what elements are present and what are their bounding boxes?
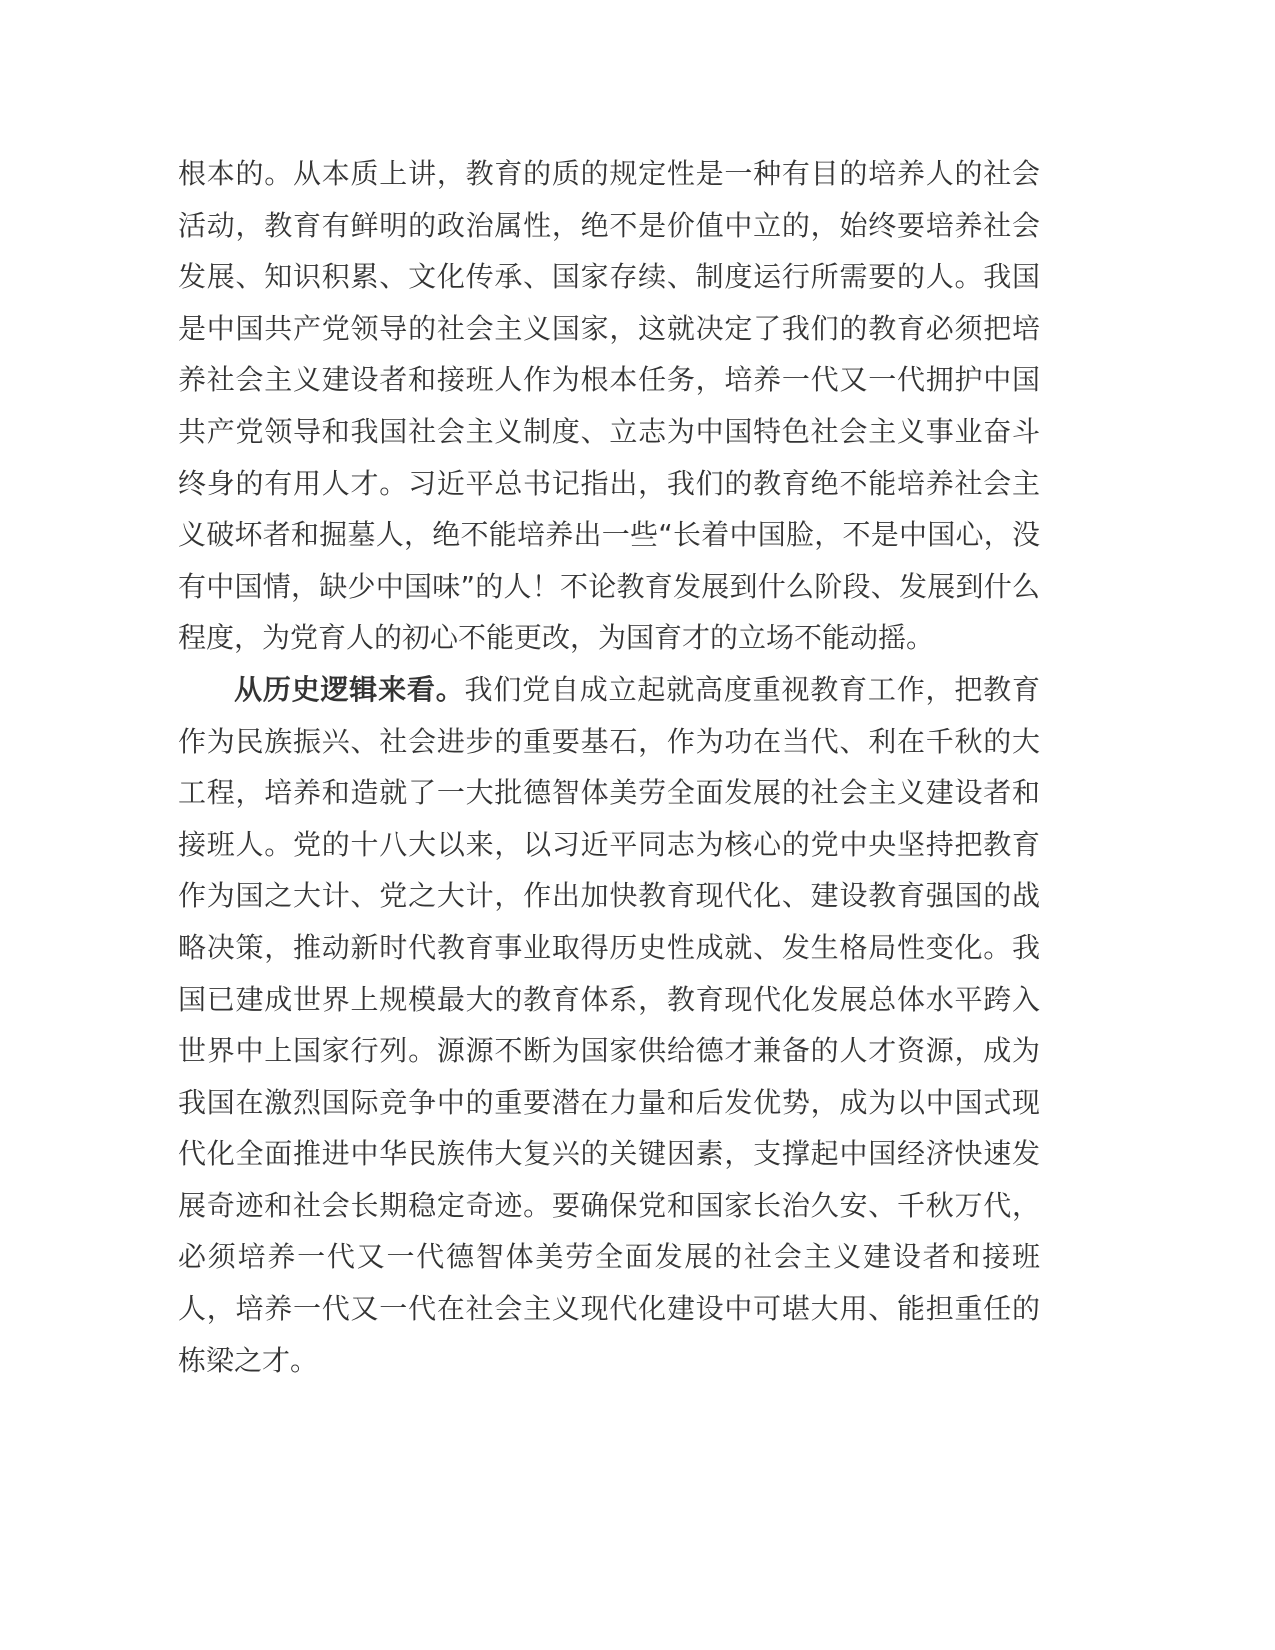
paragraph-text: 我们党自成立起就高度重视教育工作，把教育作为民族振兴、社会进步的重要基石，作为功在当代、利在千秋的大工程，培养和造就了一大批德智体美劳全面发展的社会主义建设者和接班人。党的十八大以来，以习近平同志为核心的党中央坚持把教育作为国之大计、党之大计，作出加快教育现代化、建设教育强国的战略决策，推动新时代教育事业取得历史性成就、发生格局性变化。我国已建成世界上规模最大的教育体系，教育现代化发展总体水平跨入世界中上国家行列。源源不断为国家供给德才兼备的人才资源，成为我国在激烈国际竞争中的重要潜在力量和后发优势，成为以中国式现代化全面推进中华民族伟大复兴的关键因素，支撑起中国经济快速发展奇迹和社会长期稳定奇迹。要确保党和国家长治久安、千秋万代，必须培养一代又一代德智体美劳全面发展的社会主义建设者和接班人，培养一代又一代在社会主义现代化建设中可堪大用、能担重任的栋梁之才。 — [178, 672, 1040, 1377]
paragraph-education-nature — [178, 148, 1040, 664]
paragraph-lead-heading: 从历史逻辑来看。 — [234, 672, 465, 706]
paragraph-text: 根本的。从本质上讲，教育的质的规定性是一种有目的培养人的社会活动，教育有鲜明的政治属性，绝不是价值中立的，始终要培养社会发展、知识积累、文化传承、国家存续、制度运行所需要的人。我国是中国共产党领导的社会主义国家，这就决定了我们的教育必须把培养社会主义建设者和接班人作为根本任务，培养一代又一代拥护中国共产党领导和我国社会主义制度、立志为中国特色社会主义事业奋斗终身的有用人才。习近平总书记指出，我们的教育绝不能培养社会主义破坏者和掘墓人，绝不能培养出一些“长着中国脸，不是中国心，没有中国情，缺少中国味”的人！不论教育发展到什么阶段、发展到什么程度，为党育人的初心不能更改，为国育才的立场不能动摇。 — [178, 157, 1040, 655]
paragraph-historical-logic — [178, 664, 1040, 1386]
body-text — [178, 148, 1040, 1386]
